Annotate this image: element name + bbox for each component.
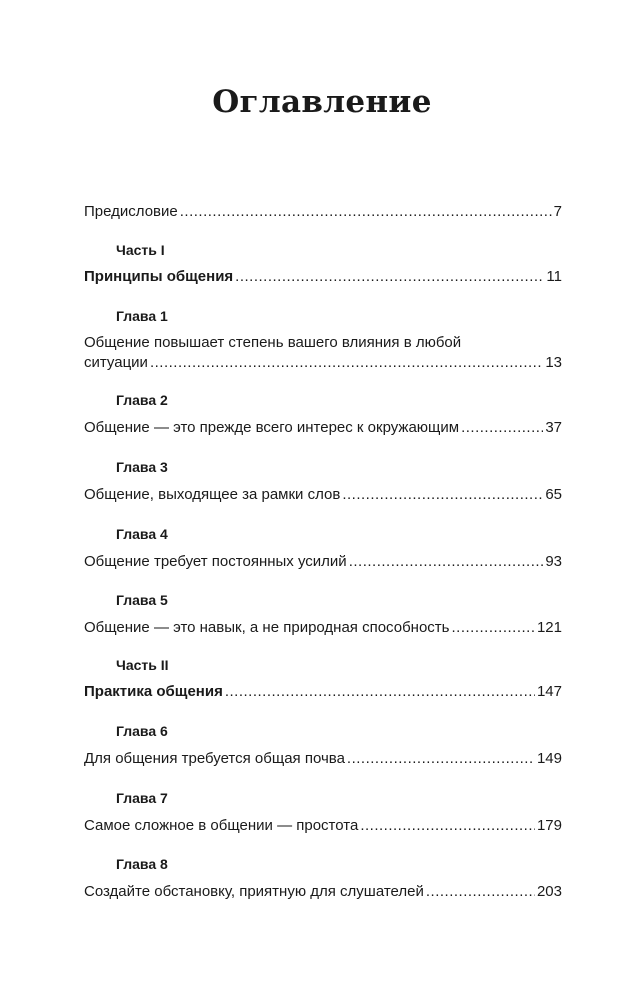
chapter-heading: Глава 7 xyxy=(116,790,168,806)
page-number: 11 xyxy=(546,268,562,285)
leader-dots xyxy=(426,882,535,902)
toc-entry-text: Практика общения xyxy=(84,683,223,700)
page-number: 147 xyxy=(536,683,562,700)
chapter-heading: Глава 4 xyxy=(116,526,168,542)
leader-dots xyxy=(235,267,544,287)
chapter-heading: Глава 6 xyxy=(116,723,168,739)
page-number: 93 xyxy=(545,553,562,570)
toc-entry-chapter-1[interactable] xyxy=(84,333,562,373)
toc-entry-preface[interactable] xyxy=(84,202,562,222)
leader-dots xyxy=(461,418,543,438)
page-number: 149 xyxy=(536,750,562,767)
page-number: 65 xyxy=(545,486,562,503)
leader-dots xyxy=(347,749,535,769)
toc-entry-text: Общение — это навык, а не природная способность xyxy=(84,619,450,636)
toc-entry-chapter-4[interactable] xyxy=(84,552,562,572)
toc-entry-text: Общение — это прежде всего интерес к окружающим xyxy=(84,419,460,436)
toc-entry-text: Для общения требуется общая почва xyxy=(84,750,345,767)
toc-entry-chapter-6[interactable] xyxy=(84,749,562,769)
leader-dots xyxy=(349,552,544,572)
toc-entry-chapter-8[interactable] xyxy=(84,882,562,902)
toc-entry-chapter-7[interactable] xyxy=(84,816,562,836)
chapter-heading: Глава 5 xyxy=(116,592,168,608)
page-number: 121 xyxy=(536,619,562,636)
toc-entry-text: Общение требует постоянных усилий xyxy=(84,553,347,570)
toc-entry-text: Принципы общения xyxy=(84,268,234,285)
page-number: 7 xyxy=(553,203,562,220)
leader-dots xyxy=(150,353,543,373)
toc-entry-text: Общение повышает степень вашего влияния в любой xyxy=(84,334,462,351)
chapter-heading: Глава 2 xyxy=(116,392,168,408)
chapter-heading: Глава 8 xyxy=(116,856,168,872)
toc-entry-text: Общение, выходящее за рамки слов xyxy=(84,486,341,503)
leader-dots xyxy=(180,202,552,222)
toc-entry-part2[interactable] xyxy=(84,682,562,702)
leader-dots xyxy=(451,618,534,638)
leader-dots xyxy=(360,816,535,836)
chapter-heading: Глава 1 xyxy=(116,308,168,324)
page-number: 37 xyxy=(545,419,562,436)
page-title: Оглавление xyxy=(212,84,432,120)
toc-entry-text: Создайте обстановку, приятную для слушателей xyxy=(84,883,424,900)
toc-entry-chapter-2[interactable] xyxy=(84,418,562,438)
page-number: 179 xyxy=(536,817,562,834)
toc-entry-text: Самое сложное в общении — простота xyxy=(84,817,359,834)
toc-entry-chapter-5[interactable] xyxy=(84,618,562,638)
toc-entry-chapter-3[interactable] xyxy=(84,485,562,505)
toc-entry-text: Предисловие xyxy=(84,203,178,220)
part-heading: Часть II xyxy=(116,657,169,673)
leader-dots xyxy=(225,682,535,702)
chapter-heading: Глава 3 xyxy=(116,459,168,475)
leader-dots xyxy=(342,485,543,505)
page-number: 203 xyxy=(536,883,562,900)
toc-entry-text-continued: ситуации xyxy=(84,354,148,371)
toc-entry-part1[interactable] xyxy=(84,267,562,287)
page-number: 13 xyxy=(545,354,562,371)
part-heading: Часть I xyxy=(116,242,165,258)
